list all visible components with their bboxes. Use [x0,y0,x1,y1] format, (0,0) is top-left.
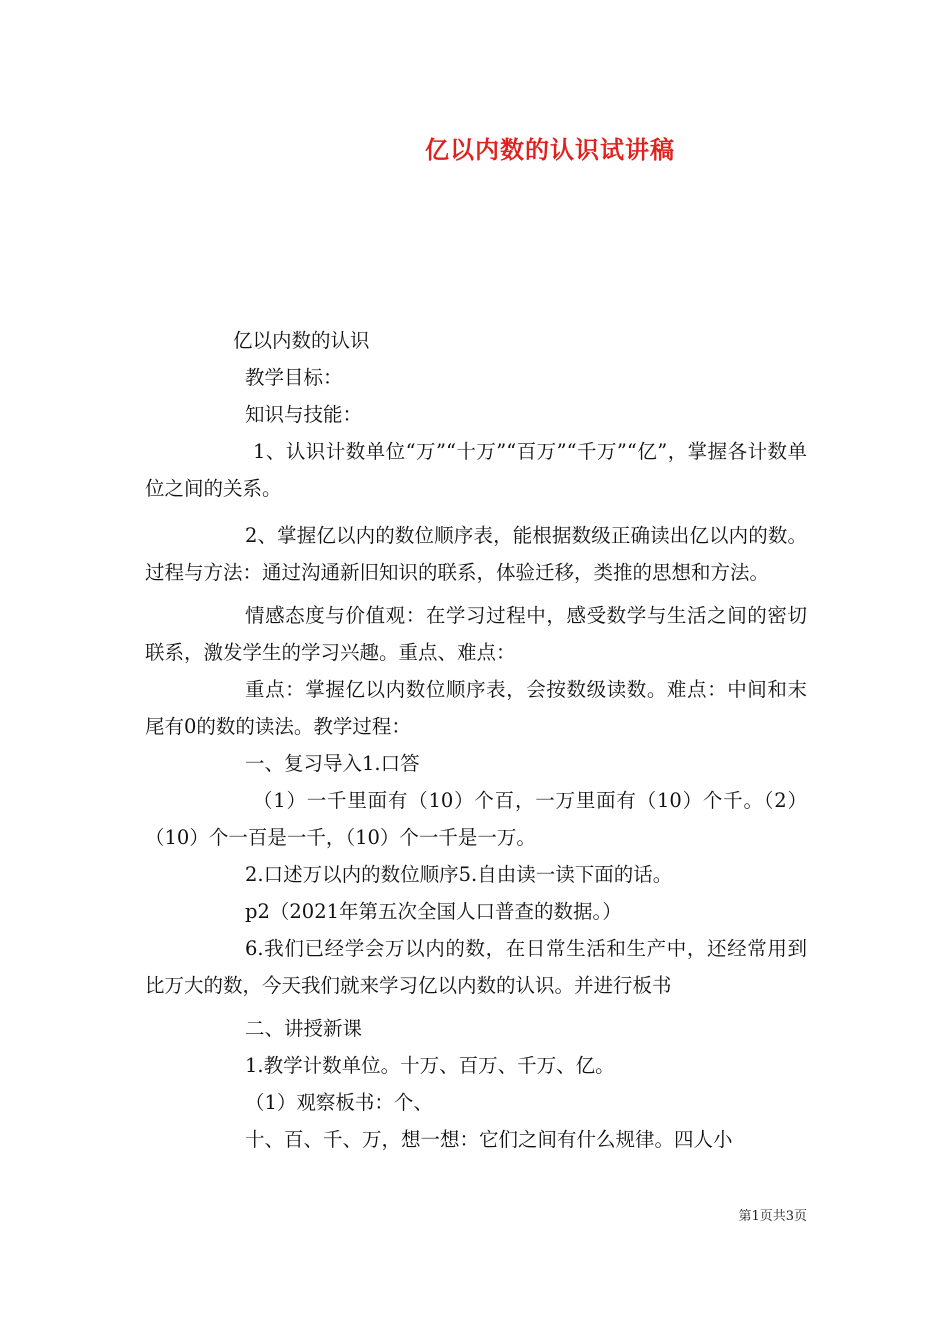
paragraph: 情感态度与价值观：在学习过程中，感受数学与生活之间的密切联系，激发学生的学习兴趣。重点、难点： [145,604,807,664]
paragraph: 1.教学计数单位。十万、百万、千万、亿。 [245,1054,615,1077]
paragraph: 十、百、千、万，想一想：它们之间有什么规律。四人小 [245,1128,733,1151]
document-body [145,322,807,1158]
paragraph: 一、复习导入1.口答 [245,752,420,775]
section-heading: 二、讲授新课 [245,1017,363,1040]
document-title: 亿以内数的认识试讲稿 [425,135,675,164]
paragraph: 6.我们已经学会万以内的数，在日常生活和生产中，还经常用到比万大的数，今天我们就来学习亿以内数的认识。并进行板书 [145,937,807,997]
paragraph: 2.口述万以内的数位顺序5.自由读一读下面的话。 [245,863,673,886]
paragraph: 知识与技能： [245,403,363,426]
paragraph: （1）观察板书：个、 [245,1091,433,1114]
paragraph: 1、认识计数单位“万”“十万”“百万”“千万”“亿”，掌握各计数单位之间的关系。 [145,440,807,500]
section-heading: 亿以内数的认识 [233,329,370,352]
paragraph: p2（2021年第五次全国人口普查的数据。） [245,900,622,923]
paragraph: 教学目标： [245,366,343,389]
page-footer: 第1页共3页 [738,1209,807,1224]
paragraph: （1）一千里面有（10）个百，一万里面有（10）个千。（2）（10）个一百是一千，（10）个一千是一万。 [145,789,807,849]
paragraph: 重点：掌握亿以内数位顺序表，会按数级读数。难点：中间和末尾有0的数的读法。教学过程： [145,678,807,738]
paragraph: 2、掌握亿以内的数位顺序表，能根据数级正确读出亿以内的数。过程与方法：通过沟通新旧知识的联系，体验迁移，类推的思想和方法。 [145,524,807,584]
